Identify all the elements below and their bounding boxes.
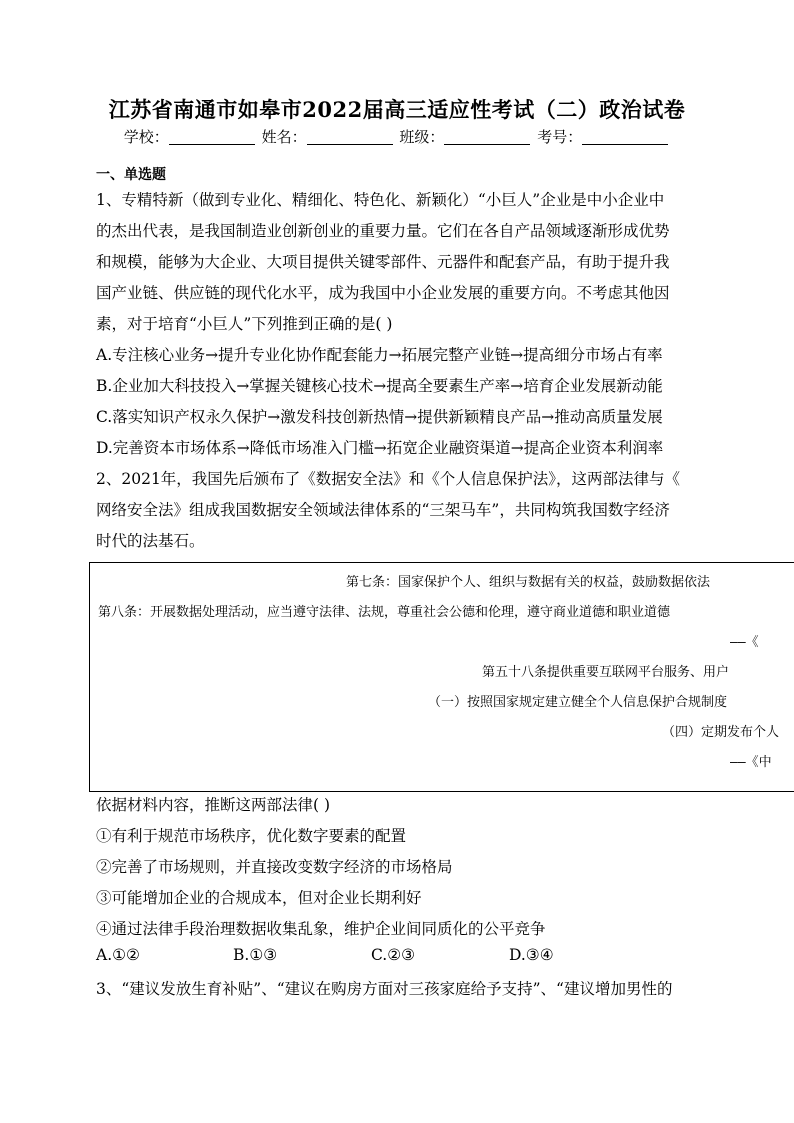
box-line: 第七条：国家保护个人、组织与数据有关的权益，鼓励数据依法 bbox=[346, 575, 711, 590]
law-excerpt-box bbox=[89, 562, 794, 792]
page-title: 江苏省南通市如皋市2022届高三适应性考试（二）政治试卷 bbox=[108, 97, 686, 122]
q1-line: 和规模，能够为大企业、大项目提供关键零部件、元器件和配套产品，有助于提升我 bbox=[96, 253, 670, 271]
exam-no-blank[interactable] bbox=[582, 129, 668, 145]
box-line: （四）定期发布个人 bbox=[662, 725, 780, 740]
q2-answer-d: D.③④ bbox=[509, 946, 554, 964]
q2-line: 网络安全法》组成我国数据安全领域法律体系的“三架马车”，共同构筑我国数字经济 bbox=[96, 501, 670, 519]
name-blank[interactable] bbox=[307, 129, 393, 145]
q2-statement: ①有利于规范市场秩序，优化数字要素的配置 bbox=[96, 827, 407, 845]
student-info-row bbox=[0, 126, 794, 147]
q2-line: 2、2021年，我国先后颁布了《数据安全法》和《个人信息保护法》，这两部法律与《 bbox=[96, 470, 681, 488]
q2-line: 时代的法基石。 bbox=[96, 532, 205, 550]
q1-option-a: A.专注核心业务→提升专业化协作配套能力→拓展完整产业链→提高细分市场占有率 bbox=[96, 346, 663, 364]
q1-line: 1、专精特新（做到专业化、精细化、特色化、新颖化）“小巨人”企业是中小企业中 bbox=[96, 191, 665, 209]
q2-answer-b: B.①③ bbox=[233, 946, 278, 964]
class-blank[interactable] bbox=[444, 129, 530, 145]
section-heading: 一、单选题 bbox=[96, 167, 166, 183]
q2-stem: 依据材料内容，推断这两部法律( ) bbox=[96, 796, 331, 814]
q1-option-c: C.落实知识产权永久保护→激发科技创新热情→提供新颖精良产品→推动高质量发展 bbox=[96, 408, 663, 426]
name-label: 姓名： bbox=[261, 128, 307, 146]
q2-statement: ③可能增加企业的合规成本，但对企业长期利好 bbox=[96, 889, 422, 907]
q1-option-d: D.完善资本市场体系→降低市场准入门槛→拓宽企业融资渠道→提高企业资本利润率 bbox=[96, 439, 664, 457]
exam-no-label: 考号： bbox=[537, 128, 583, 146]
q2-answer-c: C.②③ bbox=[371, 946, 416, 964]
q3-line: 3、“建议发放生育补贴”、“建议在购房方面对三孩家庭给予支持”、“建议增加男性的 bbox=[96, 980, 673, 998]
box-line: 第五十八条提供重要互联网平台服务、用户 bbox=[482, 665, 730, 680]
q2-statement: ②完善了市场规则，并直接改变数字经济的市场格局 bbox=[96, 858, 453, 876]
box-line: （一）按照国家规定建立健全个人信息保护合规制度 bbox=[428, 695, 728, 710]
class-label: 班级： bbox=[399, 128, 445, 146]
box-line: ——《中 bbox=[730, 755, 772, 770]
q1-line: 国产业链、供应链的现代化水平，成为我国中小企业发展的重要方向。不考虑其他因 bbox=[96, 284, 670, 302]
q1-option-b: B.企业加大科技投入→掌握关键核心技术→提高全要素生产率→培育企业发展新动能 bbox=[96, 377, 663, 395]
box-line: 第八条：开展数据处理活动，应当遵守法律、法规，尊重社会公德和伦理，遵守商业道德和职业道德 bbox=[98, 605, 671, 620]
q2-statement: ④通过法律手段治理数据收集乱象，维护企业间同质化的公平竞争 bbox=[96, 920, 546, 938]
q1-line: 的杰出代表，是我国制造业创新创业的重要力量。它们在各自产品领域逐渐形成优势 bbox=[96, 222, 670, 240]
school-blank[interactable] bbox=[169, 129, 255, 145]
school-label: 学校： bbox=[123, 128, 169, 146]
box-line: ——《 bbox=[730, 635, 759, 650]
q1-line: 素，对于培育“小巨人”下列推到正确的是( ) bbox=[96, 315, 393, 333]
q2-answer-a: A.①② bbox=[96, 946, 140, 964]
